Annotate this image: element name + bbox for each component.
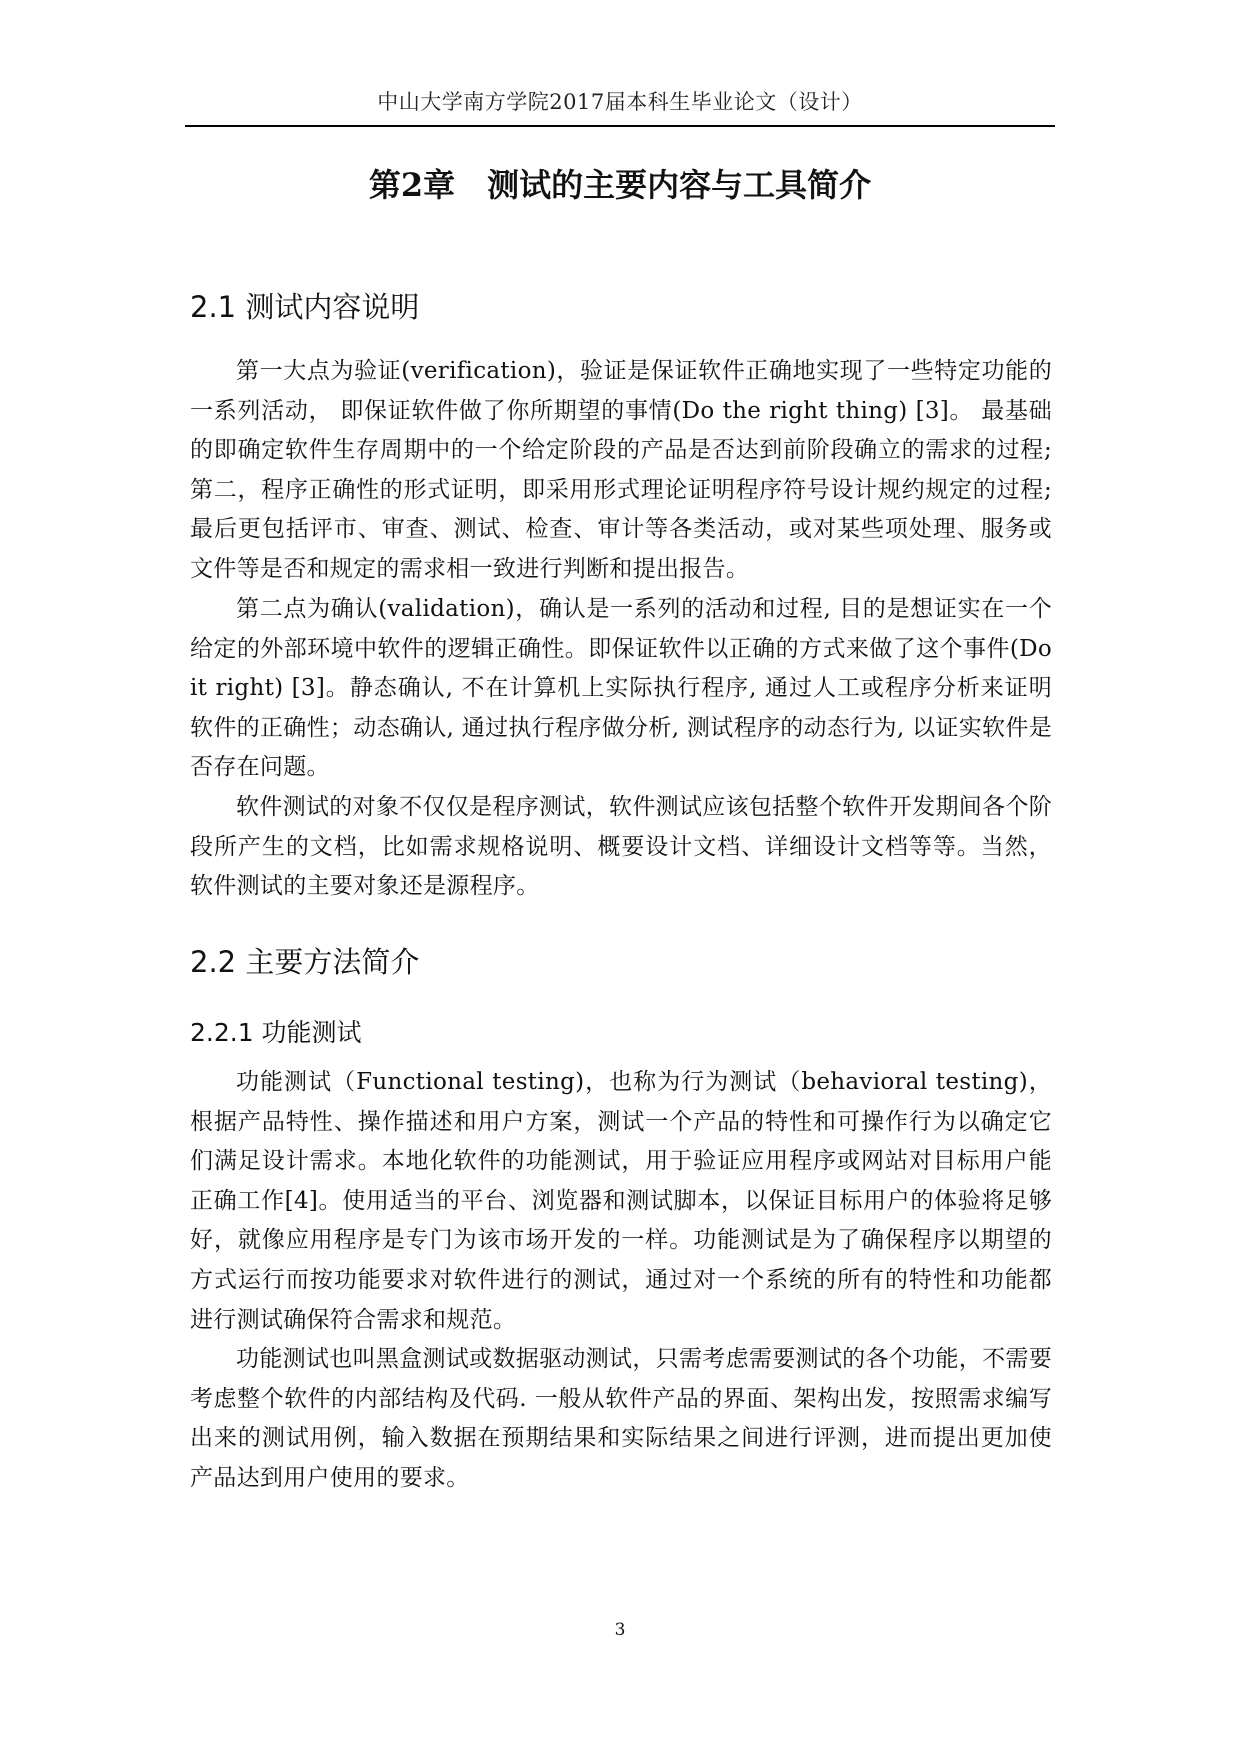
paragraph-test-objects: 软件测试的对象不仅仅是程序测试，软件测试应该包括整个软件开发期间各个阶段所产生的文档，比如需求规格说明、概要设计文档、详细设计文档等等。当然，软件测试的主要对象还是源程序。 (190, 794, 1052, 900)
paragraph-verification: 第一大点为验证(verification)，验证是保证软件正确地实现了一些特定功能的一系列活动， 即保证软件做了你所期望的事情(Do the right thing) [3]。 最基础的即确定软件生存周期中的一个给定阶段的产品是否达到前阶段确立的需求的过程; 第二，程序正确性的形式证明，即采用形式理论证明程序符号设计规约规定的过程; 最后更包括评市、审查、测试、检查、审计等各类活动，或对某些项处理、服务或文件等是否和规定的需求相一致进行判断和提出报告。 (190, 358, 1052, 582)
section-heading-2-2: 2.2 主要方法简介 (190, 945, 420, 979)
section-heading-2-2-1: 2.2.1 功能测试 (190, 1018, 362, 1047)
chapter-title: 第2章 测试的主要内容与工具简介 (368, 166, 872, 204)
paragraph-validation: 第二点为确认(validation)，确认是一系列的活动和过程, 目的是想证实在一个给定的外部环境中软件的逻辑正确性。即保证软件以正确的方式来做了这个事件(Do it right) [3]。静态确认, 不在计算机上实际执行程序, 通过人工或程序分析来证明软件的正确性；动态确认, 通过执行程序做分析, 测试程序的动态行为, 以证实软件是否存在问题。 (190, 596, 1052, 781)
running-header: 中山大学南方学院2017届本科生毕业论文（设计） (377, 90, 863, 114)
section-heading-2-1: 2.1 测试内容说明 (190, 290, 420, 324)
paragraph-functional-testing: 功能测试（Functional testing)，也称为行为测试（behavioral testing)，根据产品特性、操作描述和用户方案，测试一个产品的特性和可操作行为以确定它们满足设计需求。本地化软件的功能测试，用于验证应用程序或网站对目标用户能正确工作[4]。使用适当的平台、浏览器和测试脚本，以保证目标用户的体验将足够好，就像应用程序是专门为该市场开发的一样。功能测试是为了确保程序以期望的方式运行而按功能要求对软件进行的测试，通过对一个系统的所有的特性和功能都进行测试确保符合需求和规范。 (190, 1069, 1052, 1333)
header-rule (185, 125, 1055, 127)
page-number: 3 (614, 1620, 626, 1640)
paragraph-black-box-testing: 功能测试也叫黑盒测试或数据驱动测试，只需考虑需要测试的各个功能，不需要考虑整个软件的内部结构及代码. 一般从软件产品的界面、架构出发，按照需求编写出来的测试用例，输入数据在预期结果和实际结果之间进行评测，进而提出更加使产品达到用户使用的要求。 (190, 1346, 1052, 1491)
